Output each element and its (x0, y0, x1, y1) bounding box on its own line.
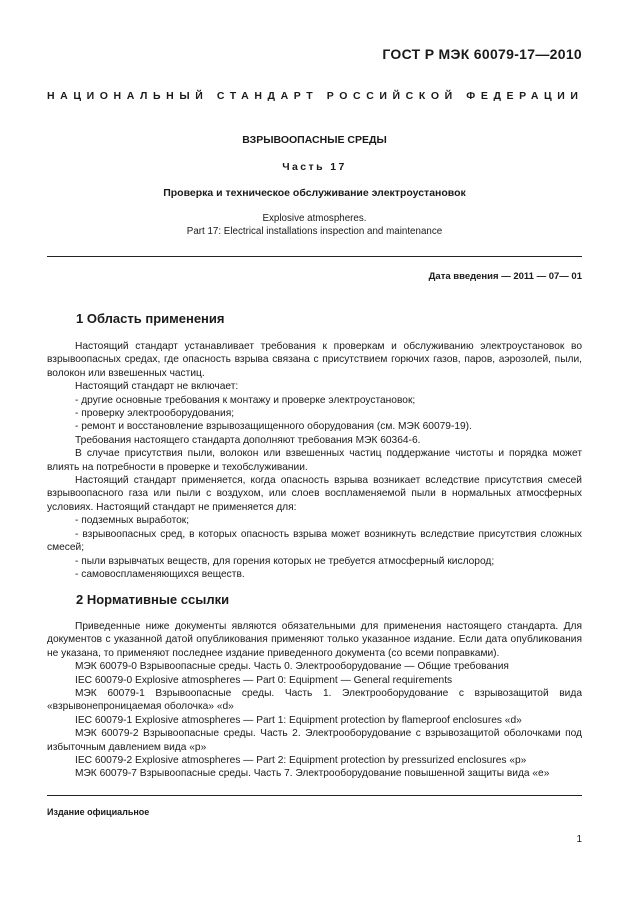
standard-number: ГОСТ Р МЭК 60079-17—2010 (382, 46, 582, 62)
list-item: - проверку электрооборудования; (75, 408, 235, 420)
reference-item: IEC 60079-1 Explosive atmospheres — Part 1: Equipment protection by flameproof enclosures «d» (75, 714, 522, 726)
title-main: ВЗРЫВООПАСНЫЕ СРЕДЫ (242, 134, 387, 146)
reference-item: IEC 60079-2 Explosive atmospheres — Part 2: Equipment protection by pressurized enclosures «p» (75, 755, 527, 767)
section-1-heading: 1 Область применения (76, 311, 225, 326)
title-part: Часть 17 (282, 161, 347, 173)
title-subtitle: Проверка и техническое обслуживание электроустановок (163, 187, 466, 199)
paragraph: Требования настоящего стандарта дополняют требования МЭК 60364-6. (75, 434, 421, 446)
national-standard-banner: НАЦИОНАЛЬНЫЙ СТАНДАРТ РОССИЙСКОЙ ФЕДЕРАЦИИ (47, 90, 584, 102)
list-item: - ремонт и восстановление взрывозащищенного оборудования (см. МЭК 60079-19). (75, 421, 472, 433)
list-item: - взрывоопасных сред, в которых опасность взрыва может возникнуть вследствие присутствия сложных смесей; (47, 528, 582, 554)
section-2-body (47, 620, 582, 781)
list-item: - другие основные требования к монтажу и проверке электроустановок; (75, 394, 416, 406)
edition-note: Издание официальное (47, 807, 150, 817)
paragraph: Настоящий стандарт применяется, когда опасность взрыва возникает вследствие присутствия смесей взрывоопасного газа или пыли с воздухом, или слоев воспламеняемой пыли в нормальных атмосферных условиях. Настоящий стандарт не применяется для: (47, 475, 582, 513)
section-2-heading: 2 Нормативные ссылки (76, 592, 230, 607)
footer-divider (47, 795, 582, 796)
paragraph: Настоящий стандарт не включает: (75, 381, 239, 393)
reference-item: МЭК 60079-0 Взрывоопасные среды. Часть 0. Электрооборудование — Общие требования (75, 661, 509, 673)
reference-item: МЭК 60079-2 Взрывоопасные среды. Часть 2. Электрооборудование с взрывозащитой оболочками под избыточным давлением вида «p» (47, 728, 582, 753)
title-divider (47, 256, 582, 257)
paragraph: Приведенные ниже документы являются обязательными для применения настоящего стандарта. Для документов с указанной датой опубликования применяют только указанное издание. Если дата опубликования не указана, то применяют последнее издание приведенного документа (со всеми поправками). (47, 621, 582, 659)
title-english-1: Explosive atmospheres. (262, 213, 367, 224)
reference-item: МЭК 60079-7 Взрывоопасные среды. Часть 7. Электрооборудование повышенной защиты вида «e» (75, 768, 550, 780)
reference-item: МЭК 60079-1 Взрывоопасные среды. Часть 1. Электрооборудование с взрывозащитой вида «взрывонепроницаемая оболочка» «d» (47, 688, 582, 713)
reference-item: IEC 60079-0 Explosive atmospheres — Part 0: Equipment — General requirements (75, 674, 453, 686)
page-number: 1 (576, 834, 582, 845)
introduction-date: Дата введения — 2011 — 07— 01 (428, 271, 582, 282)
list-item: - самовоспламеняющихся веществ. (75, 568, 245, 580)
list-item: - пыли взрывчатых веществ, для горения которых не требуется атмосферный кислород; (75, 555, 495, 567)
paragraph: Настоящий стандарт устанавливает требования к проверкам и обслуживанию электроустановок во взрывоопасных средах, где опасность взрыва связана с присутствием горючих газов, паров, аэрозолей, пыли, волокон или взвешенных частиц. (47, 341, 582, 379)
section-1-body (47, 340, 582, 581)
title-english-2: Part 17: Electrical installations inspection and maintenance (186, 226, 443, 237)
list-item: - подземных выработок; (75, 515, 190, 527)
paragraph: В случае присутствия пыли, волокон или взвешенных частиц поддержание чистоты и порядка может влиять на потребности в проверке и техобслуживании. (47, 448, 582, 473)
